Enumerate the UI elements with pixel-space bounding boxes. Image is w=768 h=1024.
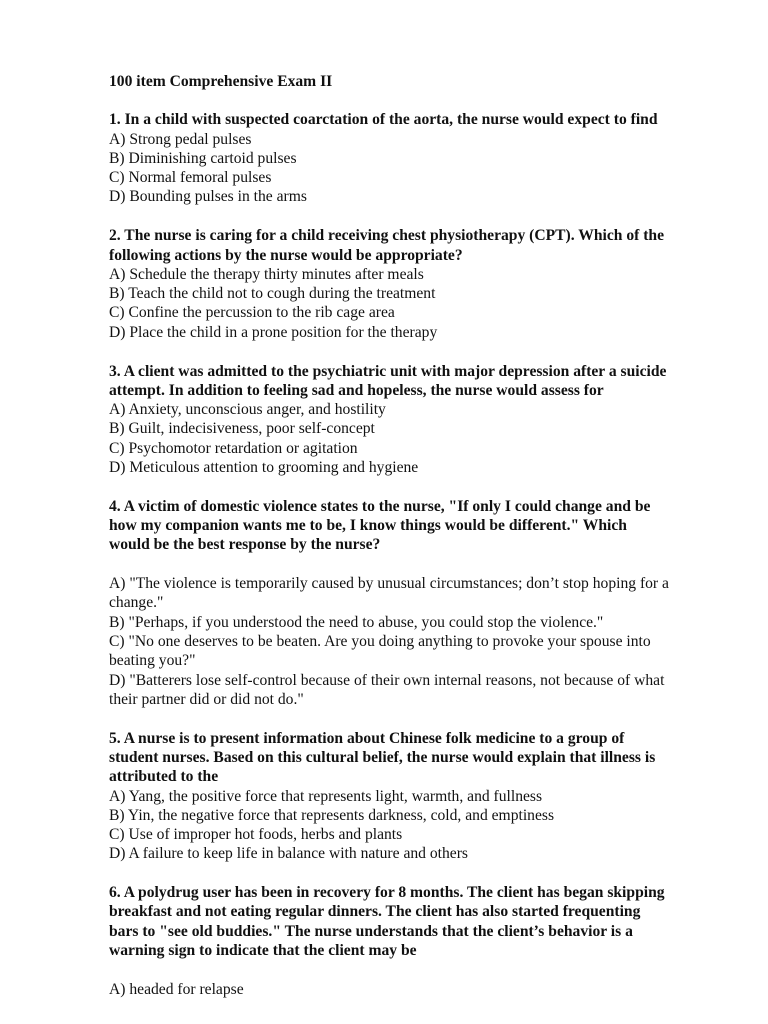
stem-line: 6. A polydrug user has been in recovery for 8 months. The client has began skipping [109, 884, 665, 902]
question-stem [109, 883, 729, 960]
option-line: D) "Batterers lose self-control because of their own internal reasons, not because of what [109, 671, 665, 689]
answer-option-b [109, 806, 729, 825]
answer-option-b [109, 613, 729, 632]
answer-option-c [109, 825, 729, 844]
option-line: A) headed for relapse [109, 980, 244, 998]
option-line: C) Use of improper hot foods, herbs and plants [109, 826, 403, 844]
question-1 [109, 110, 729, 206]
stem-line: 4. A victim of domestic violence states to the nurse, "If only I could change and be [109, 497, 651, 515]
question-stem [109, 497, 729, 555]
option-line: A) Yang, the positive force that represents light, warmth, and fullness [109, 787, 543, 805]
option-line: B) Yin, the negative force that represents darkness, cold, and emptiness [109, 806, 555, 824]
option-line: B) "Perhaps, if you understood the need to abuse, you could stop the violence." [109, 613, 604, 631]
option-line: A) Anxiety, unconscious anger, and hostility [109, 401, 386, 419]
answer-option-d [109, 187, 729, 206]
question-5 [109, 729, 729, 864]
answer-option-a [109, 574, 729, 613]
option-line: D) Place the child in a prone position for the therapy [109, 323, 438, 341]
option-line: B) Diminishing cartoid pulses [109, 149, 297, 167]
option-line: C) Normal femoral pulses [109, 169, 272, 187]
stem-line: attempt. In addition to feeling sad and hopeless, the nurse would assess for [109, 381, 604, 399]
option-line: B) Guilt, indecisiveness, poor self-concept [109, 420, 375, 438]
option-line: change." [109, 594, 164, 612]
answer-option-b [109, 284, 729, 303]
option-line: A) Strong pedal pulses [109, 130, 252, 148]
stem-line: 3. A client was admitted to the psychiatric unit with major depression after a suicide [109, 362, 667, 380]
option-line: C) "No one deserves to be beaten. Are you doing anything to provoke your spouse into [109, 632, 651, 650]
option-line: C) Psychomotor retardation or agitation [109, 439, 358, 457]
answer-option-d [109, 458, 729, 477]
stem-line: breakfast and not eating regular dinners. The client has also started frequenting [109, 903, 641, 921]
answer-option-c [109, 632, 729, 671]
option-line: B) Teach the child not to cough during the treatment [109, 285, 436, 303]
answer-option-d [109, 844, 729, 863]
answer-option-c [109, 168, 729, 187]
stem-line: following actions by the nurse would be appropriate? [109, 246, 463, 264]
option-line: A) Schedule the therapy thirty minutes after meals [109, 265, 424, 283]
answer-option-a [109, 400, 729, 419]
option-line: D) A failure to keep life in balance with nature and others [109, 845, 468, 863]
answer-option-c [109, 439, 729, 458]
answer-option-a [109, 130, 729, 149]
document-page [109, 72, 729, 1018]
answer-option-a [109, 980, 729, 999]
question-stem [109, 729, 729, 787]
answer-option-a [109, 787, 729, 806]
option-line: C) Confine the percussion to the rib cage area [109, 304, 395, 322]
stem-line: 2. The nurse is caring for a child receiving chest physiotherapy (CPT). Which of the [109, 227, 665, 245]
question-stem [109, 226, 729, 265]
question-stem [109, 362, 729, 401]
option-line: A) "The violence is temporarily caused by unusual circumstances; don’t stop hoping for a [109, 575, 669, 593]
stem-line: attributed to the [109, 768, 219, 786]
option-line: beating you?" [109, 652, 196, 670]
stem-line: bars to "see old buddies." The nurse understands that the client’s behavior is a [109, 922, 633, 940]
stem-line: 1. In a child with suspected coarctation of the aorta, the nurse would expect to find [109, 111, 658, 129]
stem-line: would be the best response by the nurse? [109, 536, 381, 554]
option-line: D) Meticulous attention to grooming and hygiene [109, 459, 419, 477]
answer-option-b [109, 149, 729, 168]
question-6 [109, 883, 729, 999]
question-4 [109, 497, 729, 709]
answer-option-d [109, 671, 729, 710]
answer-option-d [109, 323, 729, 342]
question-stem [109, 110, 729, 129]
question-3 [109, 362, 729, 478]
document-title: 100 item Comprehensive Exam II [109, 73, 333, 90]
option-line: their partner did or did not do." [109, 690, 304, 708]
answer-option-b [109, 419, 729, 438]
stem-line: warning sign to indicate that the client may be [109, 942, 417, 960]
stem-line: 5. A nurse is to present information about Chinese folk medicine to a group of [109, 729, 625, 747]
stem-line: how my companion wants me to be, I know things would be different." Which [109, 517, 627, 535]
stem-line: student nurses. Based on this cultural belief, the nurse would explain that illness is [109, 748, 656, 766]
question-2 [109, 226, 729, 342]
answer-option-a [109, 265, 729, 284]
answer-option-c [109, 303, 729, 322]
option-line: D) Bounding pulses in the arms [109, 188, 307, 206]
